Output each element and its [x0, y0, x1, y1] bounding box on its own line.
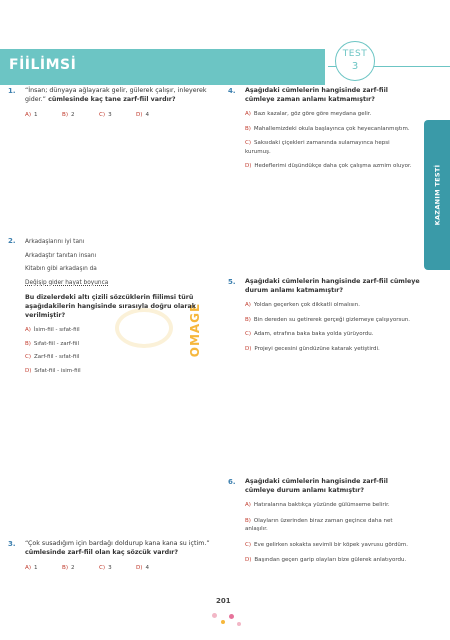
question-1: [25, 86, 215, 120]
option-c[interactable]: C) 3: [99, 565, 112, 572]
decor-dot: [212, 613, 217, 618]
side-tab: [424, 120, 450, 270]
option-b[interactable]: B) 2: [62, 565, 75, 572]
option-a[interactable]: A) 1: [25, 565, 38, 572]
poem-line: Arkadaştır tanıtan insanı: [25, 252, 97, 259]
option-a[interactable]: A) 1: [25, 112, 38, 119]
option-c[interactable]: C) Zarf-fiil - sıfat-fiil: [25, 354, 80, 361]
option-b[interactable]: B) Mahallemizdeki okula başlayınca çok heyecanlanmıştım.: [245, 125, 410, 132]
poem-line: Kitabın gibi arkadaşın da: [25, 266, 97, 273]
question-number: 4.: [228, 87, 236, 95]
option-a[interactable]: A) Hatıralarına baktıkça yüzünde gülümseme belirir.: [245, 502, 390, 509]
question-2: [25, 238, 225, 375]
page-number: 201: [216, 597, 231, 605]
test-badge: [335, 41, 375, 81]
option-b[interactable]: B) Bin dereden su getirerek gerçeği gizlemeye çalışıyorsun.: [245, 316, 411, 323]
option-b[interactable]: B) Olayların üzerinden biraz zaman geçince daha net anlaşılır.: [245, 517, 393, 533]
option-c[interactable]: C) Eve gelirken sokakta sevimli bir köpek yavrusu gördüm.: [245, 541, 409, 548]
option-d[interactable]: D) Başından geçen garip olayları bize gülerek anlatıyordu.: [245, 557, 407, 564]
options-row: [25, 564, 215, 572]
test-number: 3: [351, 61, 359, 72]
options-row: [25, 111, 215, 119]
poem-line: Arkadaşlarını iyi tanı: [25, 239, 85, 245]
option-a[interactable]: A) Yoldan geçerken çok dikkatli olmalısın.: [245, 302, 360, 309]
option-d[interactable]: D) Sıfat-fiil - isim-fiil: [25, 367, 81, 374]
decor-dot: [221, 620, 225, 624]
question-number: 5.: [228, 278, 236, 286]
question-intro: “İnsan; dünyaya ağlayarak gelir, gülerek çalışır, inleyerek gider.”: [25, 87, 207, 104]
question-stem: Aşağıdaki cümlelerin hangisinde zarf-fiil cümleye zaman anlamı katmamıştır?: [245, 87, 388, 104]
question-6: [245, 477, 415, 565]
option-c[interactable]: C) 3: [99, 112, 112, 119]
decor-dot: [229, 614, 234, 619]
option-c[interactable]: C) Saksıdaki çiçekleri zamanında sulamayınca hepsi kurumuş.: [245, 140, 390, 155]
option-b[interactable]: B) Sıfat-fiil - zarf-fiil: [25, 340, 80, 347]
side-tab-label: KAZANIM TESTİ: [433, 164, 441, 226]
question-stem: cümlesinde kaç tane zarf-fiil vardır?: [48, 96, 176, 104]
question-number: 3.: [8, 540, 16, 548]
question-stem: Bu dizelerdeki altı çizili sözcüklerin fiilimsi türü aşağıdakilerin hangisinde sırasıyla doğru olarak verilmiştir?: [25, 293, 196, 319]
option-c[interactable]: C) Adam, etrafına baka baka yolda yürüyordu.: [245, 331, 374, 338]
question-intro: “Çok susadığım için bardağı doldurup kana kana su içtim.”: [25, 540, 210, 547]
question-5: [245, 277, 420, 353]
question-number: 6.: [228, 478, 236, 486]
option-d[interactable]: D) 4: [136, 112, 150, 119]
question-number: 2.: [8, 237, 16, 245]
question-4: [245, 86, 415, 171]
option-d[interactable]: D) Hedeflerimi düşündükçe daha çok çalışma azmim oluyor.: [245, 163, 412, 170]
question-3: [25, 539, 215, 573]
question-stem: Aşağıdaki cümlelerin hangisinde zarf-fiil cümleye durum anlamı katmıştır?: [245, 478, 388, 495]
question-stem: cümlesinde zarf-fiil olan kaç sözcük vardır?: [25, 549, 178, 557]
poem-line: Değişip gider hayat boyunca: [25, 280, 109, 287]
title-banner: [0, 49, 325, 85]
page-title: FİİLİMSİ: [9, 57, 77, 73]
decor-dot: [237, 622, 241, 626]
option-a[interactable]: A) Bazı kazalar, göz göre göre meydana gelir.: [245, 111, 372, 118]
question-stem: Aşağıdaki cümlelerin hangisinde zarf-fiil cümleye durum anlamı katmamıştır?: [245, 278, 420, 295]
option-a[interactable]: A) İsim-fiil - sıfat-fiil: [25, 327, 80, 334]
option-d[interactable]: D) Projeyi gecesini gündüzüne katarak yetiştirdi.: [245, 345, 380, 352]
watermark-text: OMAGE: [188, 302, 203, 358]
question-number: 1.: [8, 87, 16, 95]
option-d[interactable]: D) 4: [136, 565, 150, 572]
test-label: TEST: [342, 49, 368, 59]
option-b[interactable]: B) 2: [62, 112, 75, 119]
